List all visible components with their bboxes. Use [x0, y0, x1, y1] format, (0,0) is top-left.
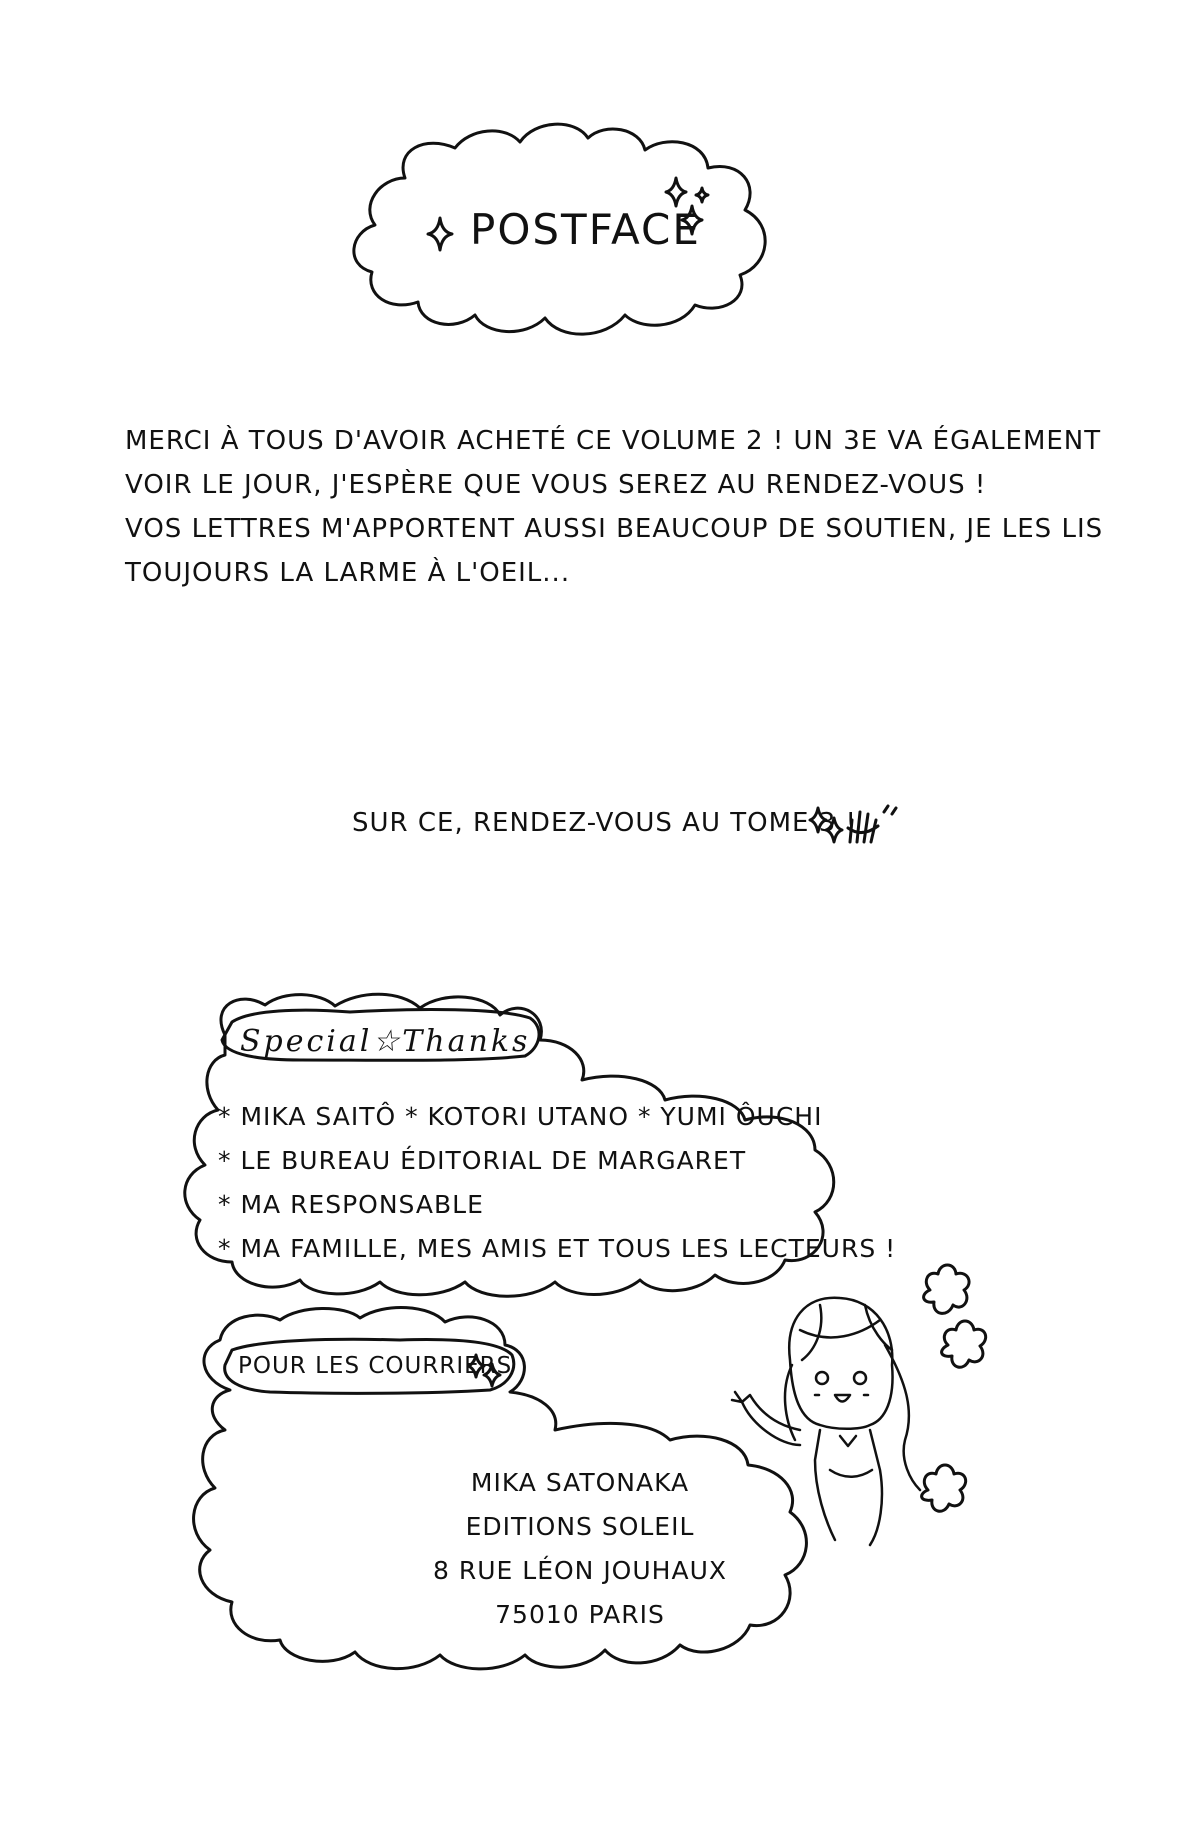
message-line-3: VOS LETTRES M'APPORTENT AUSSI BEAUCOUP DE SOUTIEN, JE LES LIS — [125, 514, 1104, 544]
flower-icon — [924, 1265, 969, 1313]
sparkle-icon — [428, 218, 452, 250]
thanks-item-4: * MA FAMILLE, MES AMIS ET TOUS LES LECTEURS ! — [218, 1234, 897, 1263]
thanks-item-2: * LE BUREAU ÉDITORIAL DE MARGARET — [218, 1146, 747, 1175]
address-line-2: EDITIONS SOLEIL — [465, 1512, 695, 1541]
message-line-4: TOUJOURS LA LARME À L'OEIL... — [125, 558, 571, 588]
address-line-1: MIKA SATONAKA — [470, 1468, 690, 1497]
thanks-item-1: * MIKA SAITÔ * KOTORI UTANO * YUMI ÔUCHI — [218, 1102, 823, 1131]
sparkle-icon — [696, 188, 708, 202]
thanks-title: Special☆Thanks — [240, 1024, 531, 1059]
address-line-3: 8 RUE LÉON JOUHAUX — [433, 1556, 727, 1585]
courrier-title: POUR LES COURRIERS — [238, 1353, 513, 1379]
address-line-4: 75010 PARIS — [495, 1600, 665, 1629]
sparkle-icon — [666, 178, 686, 206]
closing-line: SUR CE, RENDEZ-VOUS AU TOME 3 ! — [352, 808, 857, 838]
postface-title: POSTFACE — [470, 205, 701, 254]
message-line-1: MERCI À TOUS D'AVOIR ACHETÉ CE VOLUME 2 ! UN 3E VA ÉGALEMENT — [125, 426, 1102, 456]
message-line-2: VOIR LE JOUR, J'ESPÈRE QUE VOUS SEREZ AU RENDEZ-VOUS ! — [125, 470, 987, 500]
flower-icon — [942, 1321, 986, 1367]
chibi-character-icon — [732, 1298, 920, 1545]
thanks-item-3: * MA RESPONSABLE — [218, 1190, 484, 1219]
